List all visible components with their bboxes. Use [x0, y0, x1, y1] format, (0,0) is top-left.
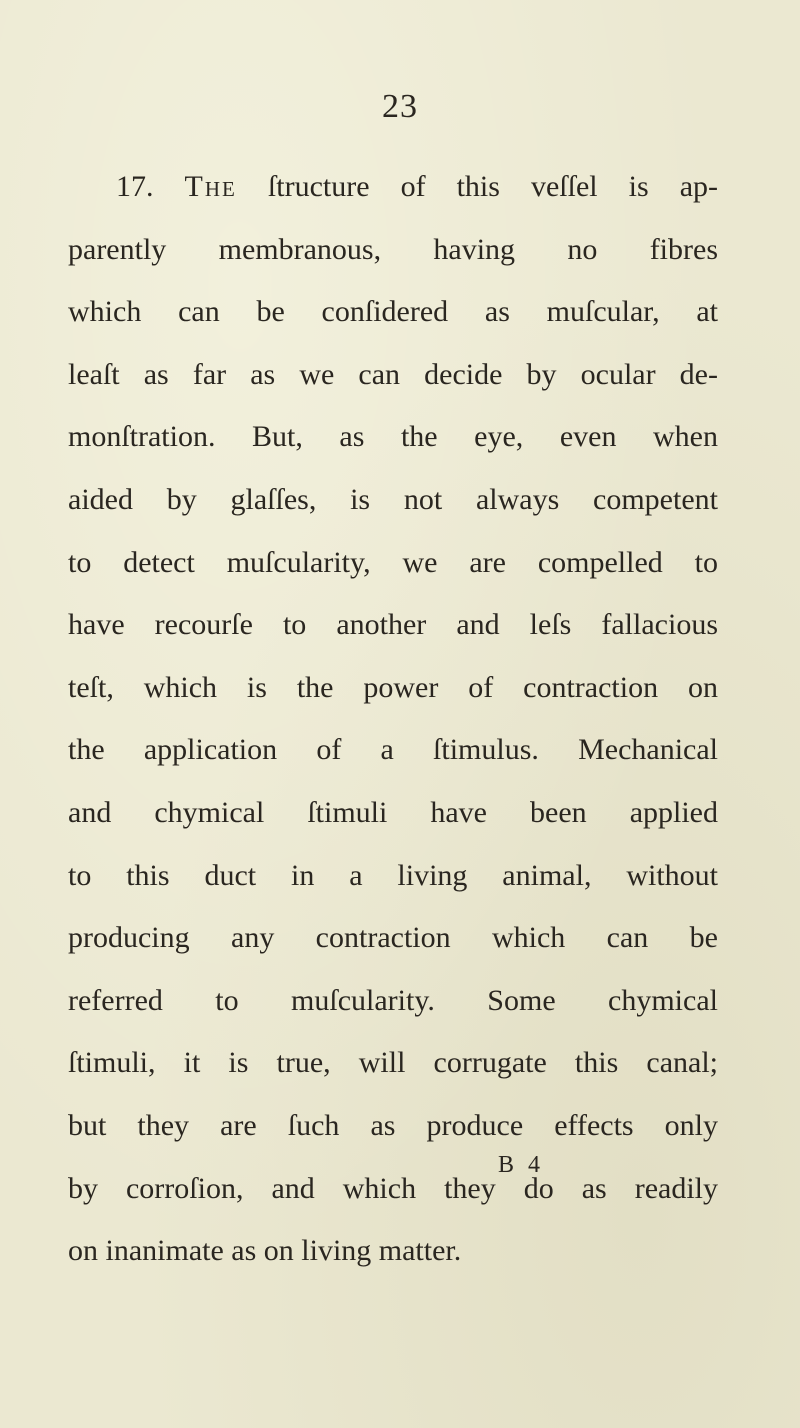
signature-mark: B 4 — [498, 1152, 545, 1178]
text-line-18: on inanimate as on living matter. — [68, 1234, 462, 1268]
text-line-11: and chymical ſtimuli have been applied — [68, 795, 718, 829]
text-line-2: parently membranous, having no fibres — [68, 232, 718, 266]
text-line-16: but they are ſuch as produce effects only — [68, 1108, 718, 1142]
text-line-10: the application of a ſtimulus. Mechanical — [68, 733, 718, 767]
text-line-3: which can be conſidered as muſcular, at — [68, 295, 718, 329]
paragraph-lead-word: The — [184, 170, 237, 203]
text-line-1-rest: ſtructure of this veſſel is ap- — [236, 170, 719, 203]
text-line-7: to detect muſcularity, we are compelled to — [68, 545, 718, 579]
text-line-8: have recourſe to another and leſs fallacious — [68, 608, 718, 642]
text-line-13: producing any contraction which can be — [68, 921, 718, 955]
text-line-5: monſtration. But, as the eye, even when — [68, 420, 718, 454]
text-line-14: referred to muſcularity. Some chymical — [68, 983, 718, 1017]
text-line-4: leaſt as far as we can decide by ocular de- — [68, 357, 718, 391]
paragraph-17 — [68, 156, 718, 1283]
text-line-12: to this duct in a living animal, without — [68, 858, 718, 892]
text-line-6: aided by glaſſes, is not always competent — [68, 482, 718, 516]
text-line-1 — [68, 156, 718, 219]
text-line-17: by corroſion, and which they do as readily — [68, 1171, 718, 1205]
paragraph-number: 17. — [116, 170, 154, 203]
page-number: 23 — [382, 88, 418, 125]
text-line-15: ſtimuli, it is true, will corrugate this canal; — [68, 1046, 718, 1080]
text-line-9: teſt, which is the power of contraction on — [68, 670, 718, 704]
